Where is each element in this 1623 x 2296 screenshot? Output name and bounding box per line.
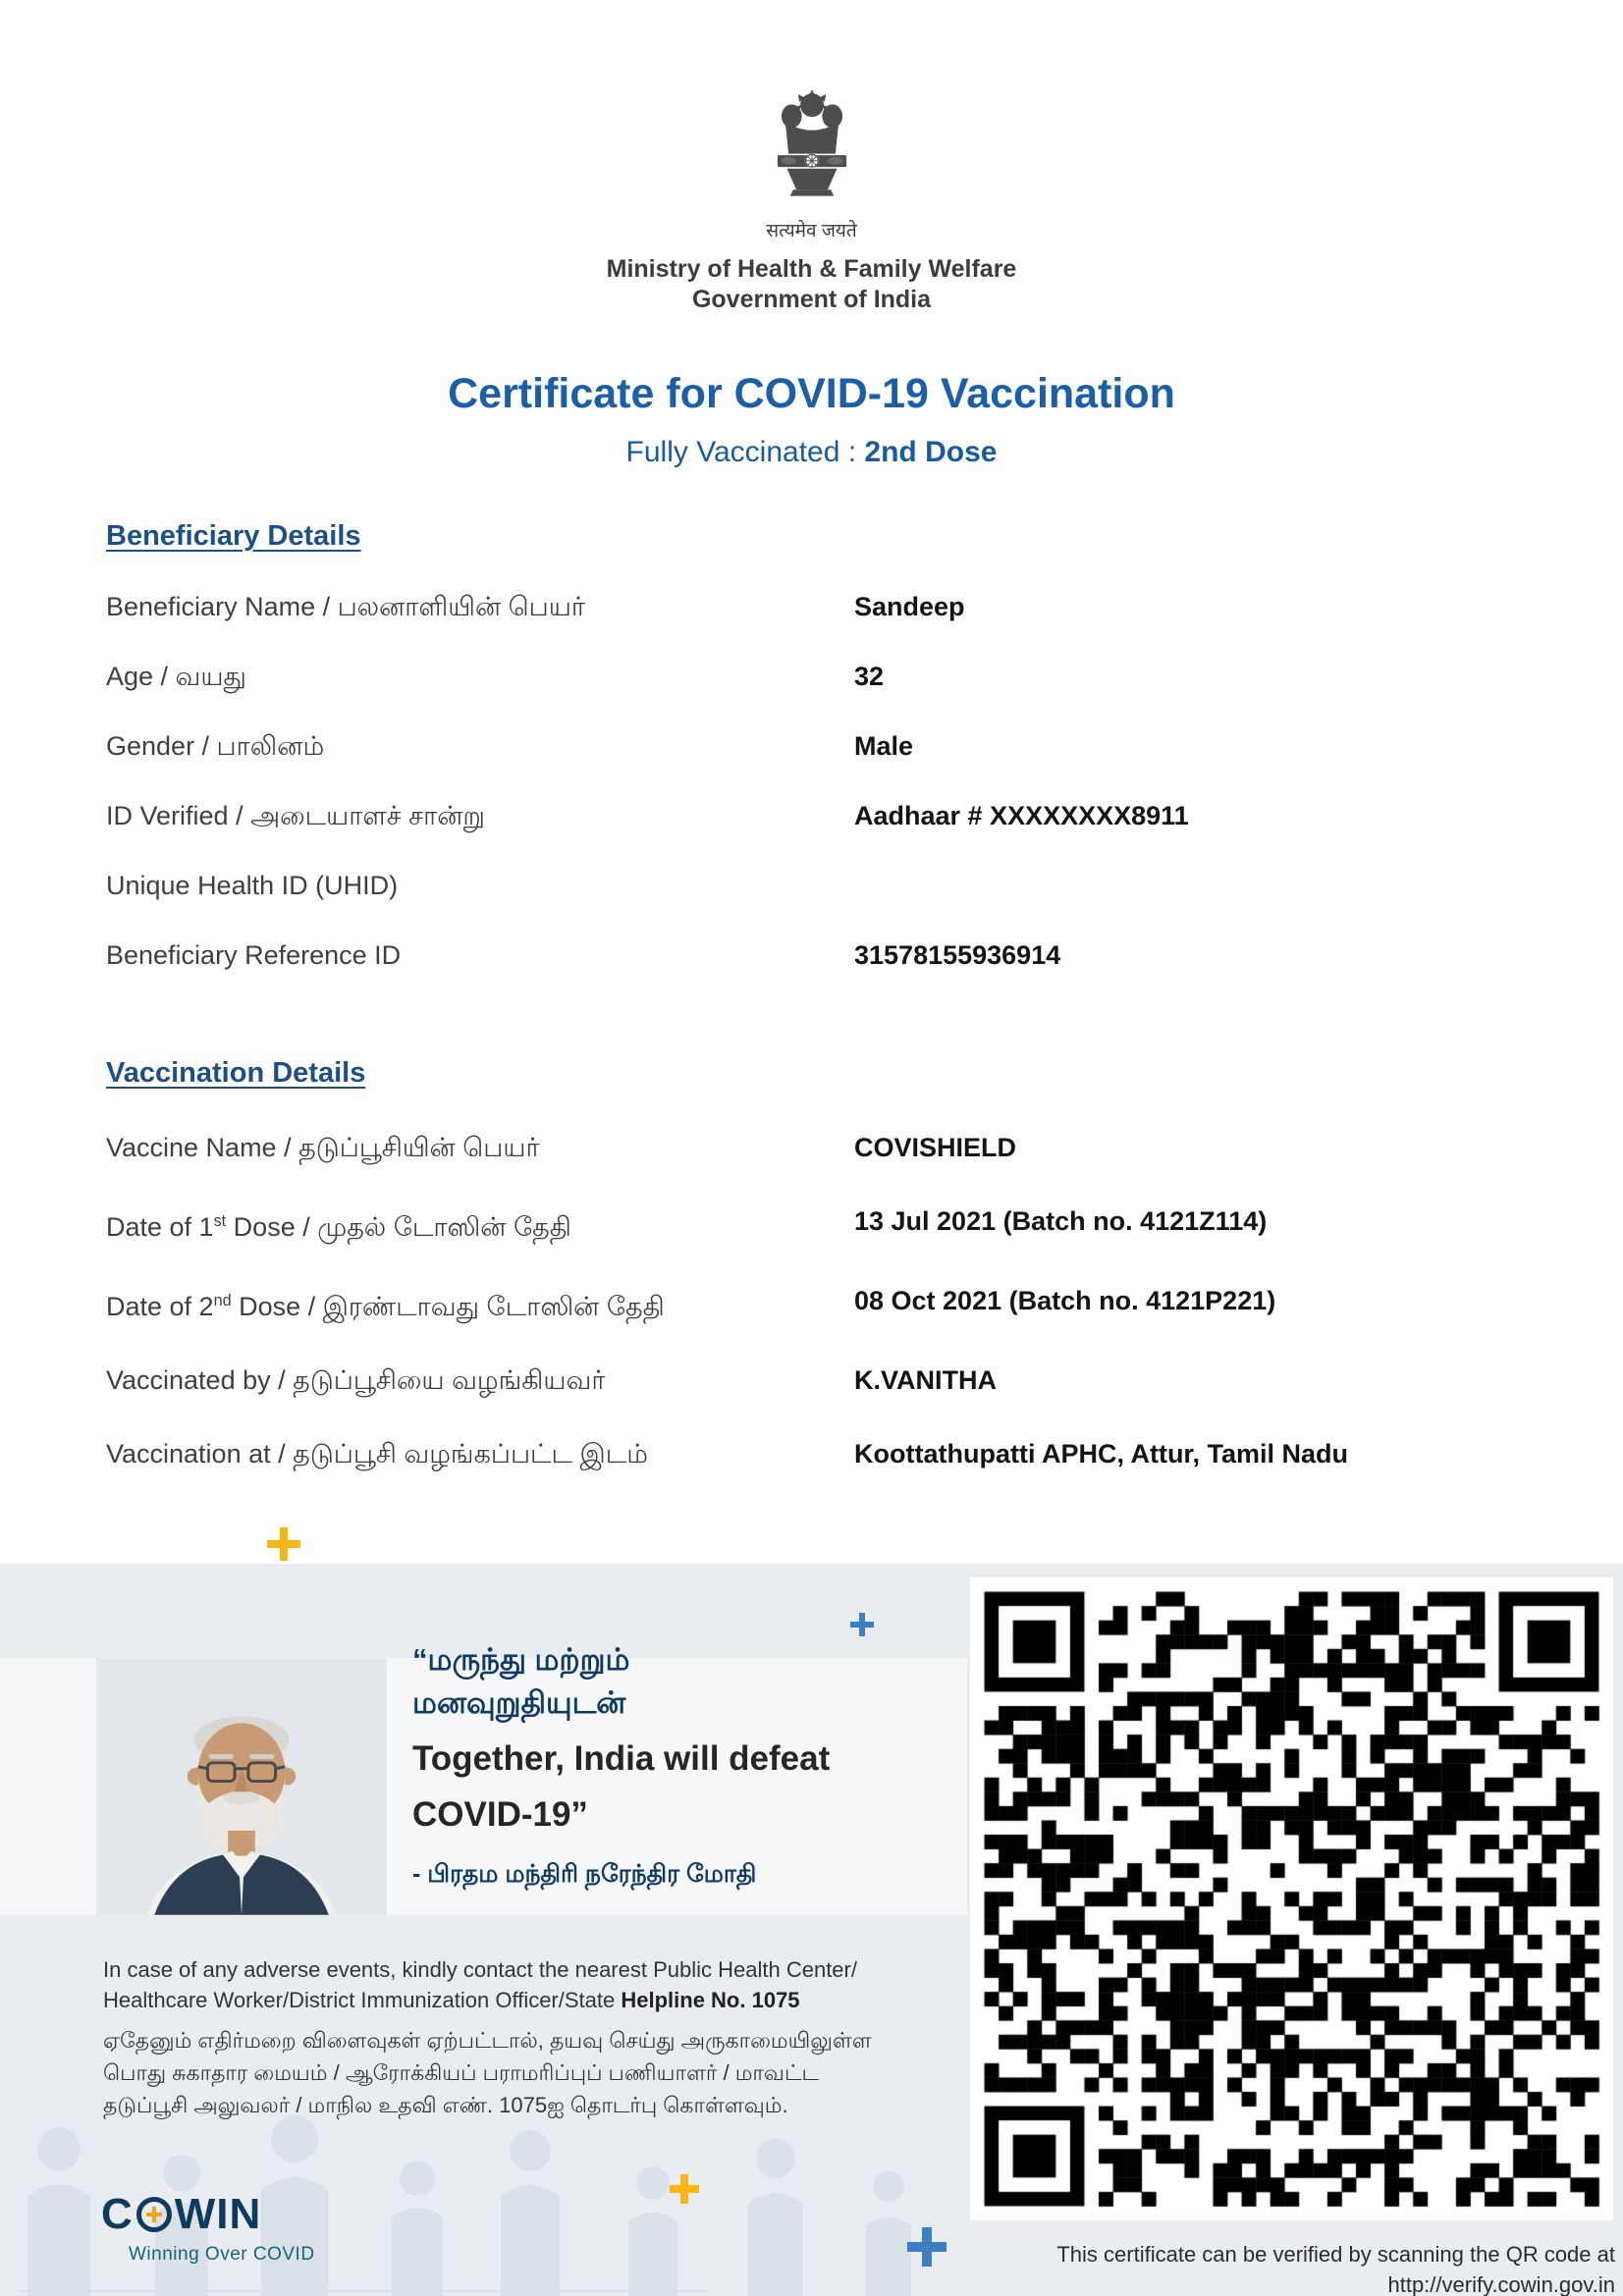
- certificate-header: [0, 0, 1623, 315]
- certificate-title: Certificate for COVID-19 Vaccination: [448, 370, 1175, 417]
- vaccine-name-row: [106, 1133, 1517, 1163]
- row-value: [854, 871, 1517, 901]
- row-label: ID Verified / அடையாளச் சான்று: [106, 801, 485, 830]
- cowin-wordmark: [101, 2190, 315, 2239]
- quote-attribution: - பிரதம மந்திரி நரேந்திர மோதி: [412, 1860, 757, 1888]
- plus-icon: [670, 2174, 699, 2204]
- pm-quote: [412, 1638, 830, 1892]
- subtitle-prefix: Fully Vaccinated :: [625, 436, 865, 468]
- adverse-events-text-tamil: ஏதேனும் எதிர்மறை விளைவுகள் ஏற்பட்டால், தயவு செய்து அருகாமையிலுள்ள பொது சுகாதார மையம் / ஆரோக்கியப் பராமரிப்புப் பணியாளர் / மாவட்ட தடுப்பூசி அலுவலர் / மாநில உதவி எண். 1075ஐ தொடர்பு கொள்ளவும்.: [103, 2028, 872, 2117]
- row-label: Age / வயது: [106, 662, 246, 691]
- row-value: K.VANITHA: [854, 1365, 997, 1395]
- id-verified-row: [106, 801, 1517, 831]
- beneficiary-details-section: [0, 520, 1623, 971]
- row-label: Beneficiary Name / பலனாளியின் பெயர்: [106, 592, 585, 621]
- row-value: 08 Oct 2021 (Batch no. 4121P221): [854, 1286, 1276, 1315]
- row-label: Unique Health ID (UHID): [106, 871, 399, 900]
- row-value: Sandeep: [854, 592, 965, 621]
- emblem-motto: सत्यमेव जयते: [766, 221, 857, 241]
- quote-tamil-line1: “மருந்து மற்றும்: [412, 1642, 630, 1677]
- verify-note: [1056, 2239, 1615, 2296]
- row-label: Beneficiary Reference ID: [106, 940, 402, 970]
- verify-url[interactable]: http://verify.cowin.gov.in: [1387, 2272, 1615, 2296]
- india-national-emblem-icon: [0, 86, 1623, 242]
- certificate-subtitle: [0, 436, 1623, 469]
- quote-english: [412, 1731, 830, 1842]
- quote-english-line2: COVID-19”: [412, 1795, 588, 1834]
- row-value: Aadhaar # XXXXXXXX8911: [854, 801, 1189, 830]
- beneficiary-reference-id-row: [106, 940, 1517, 971]
- cowin-tagline: Winning Over COVID: [129, 2244, 315, 2265]
- adverse-events-body: In case of any adverse events, kindly contact the nearest Public Health Center/ Healthcare Worker/District Immunization Officer/State: [103, 1957, 857, 2012]
- row-value: Koottathupatti APHC, Attur, Tamil Nadu: [854, 1439, 1348, 1468]
- pm-modi-portrait: [96, 1658, 387, 1915]
- uhid-row: [106, 871, 1517, 901]
- cowin-o-icon: [136, 2197, 172, 2232]
- adverse-events-text: [103, 1954, 889, 2015]
- cowin-logo: [101, 2190, 315, 2266]
- footer-banner: [0, 1564, 1623, 2296]
- row-value: COVISHIELD: [854, 1133, 1017, 1162]
- ordinal-superscript: nd: [213, 1292, 232, 1309]
- vaccinated-by-row: [106, 1365, 1517, 1396]
- ministry-name: Ministry of Health & Family Welfare: [606, 255, 1017, 283]
- qr-code: [970, 1577, 1613, 2220]
- gender-row: [106, 731, 1517, 762]
- beneficiary-details-heading: Beneficiary Details: [106, 520, 361, 552]
- verify-line1: This certificate can be verified by scanning the QR code at: [1056, 2242, 1615, 2267]
- row-label: Gender / பாலினம்: [106, 731, 325, 761]
- cowin-letter-c: C: [101, 2190, 134, 2238]
- helpline-number: Helpline No. 1075: [621, 1988, 800, 2012]
- age-row: [106, 662, 1517, 692]
- first-dose-date-row: [106, 1206, 1517, 1243]
- row-label: Vaccine Name / தடுப்பூசியின் பெயர்: [106, 1133, 540, 1162]
- vaccination-details-section: [0, 1057, 1623, 1469]
- quote-english-line1: Together, India will defeat: [412, 1739, 831, 1778]
- row-label: Date of 2nd Dose / இரண்டாவது டோஸின் தேதி: [106, 1292, 665, 1321]
- row-value: 32: [854, 662, 885, 691]
- row-label: Date of 1st Dose / முதல் டோஸின் தேதி: [106, 1212, 571, 1242]
- row-label: Vaccinated by / தடுப்பூசியை வழங்கியவர்: [106, 1365, 606, 1395]
- plus-icon: [267, 1527, 300, 1561]
- plus-icon: [850, 1613, 874, 1636]
- cowin-plus-icon: [146, 2207, 162, 2222]
- vaccination-details-heading: Vaccination Details: [106, 1057, 366, 1089]
- vaccination-at-row: [106, 1439, 1517, 1469]
- row-label: Vaccination at / தடுப்பூசி வழங்கப்பட்ட இடம்: [106, 1439, 648, 1468]
- government-name: Government of India: [691, 286, 932, 313]
- second-dose-date-row: [106, 1286, 1517, 1322]
- quote-tamil-line2: மனவுறுதியுடன்: [412, 1685, 626, 1720]
- row-value: 31578155936914: [854, 940, 1061, 970]
- ordinal-superscript: st: [213, 1212, 227, 1230]
- cowin-letters-win: WIN: [174, 2190, 262, 2238]
- row-value: Male: [854, 731, 914, 761]
- beneficiary-name-row: [106, 592, 1517, 622]
- plus-icon: [907, 2227, 947, 2267]
- subtitle-dose: 2nd Dose: [864, 436, 998, 468]
- row-value: 13 Jul 2021 (Batch no. 4121Z114): [854, 1206, 1268, 1236]
